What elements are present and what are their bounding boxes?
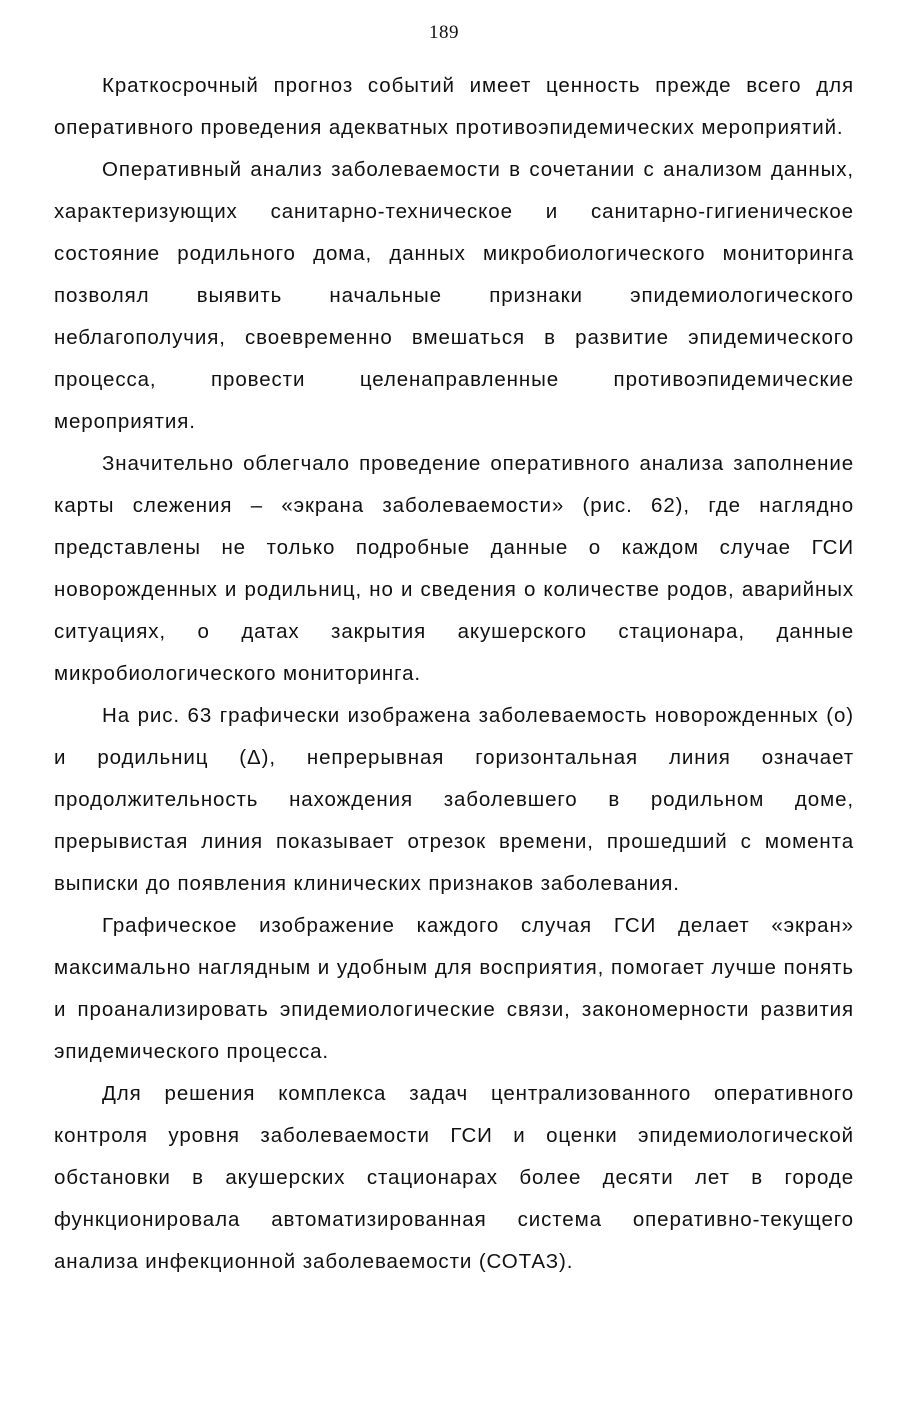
paragraph-sotaz-system: Для решения комплекса задач централизованного оперативного контроля уровня заболеваемости ГСИ и оценки эпидемиологической обстановки в акушерских стационарах более десяти лет в городе функционировала автоматизированная система оперативно-текущего анализа инфекционной заболеваемости (СОТАЗ). (54, 1082, 854, 1273)
paragraph-figure-63-description: На рис. 63 графически изображена заболеваемость новорожденных (о) и родильниц (Δ), непрерывная горизонтальная линия означает продолжительность нахождения заболевшего в родильном доме, прерывистая линия показывает отрезок времени, прошедший с момента выписки до появления клинических признаков заболевания. (54, 704, 854, 895)
paragraph-operational-analysis: Оперативный анализ заболеваемости в сочетании с анализом данных, характеризующих санитарно-техническое и санитарно-гигиеническое состояние родильного дома, данных микробиологического мониторинга позволял выявить начальные признаки эпидемиологического неблагополучия, своевременно вмешаться в развитие эпидемического процесса, провести целенаправленные противоэпидемические мероприятия. (54, 158, 854, 433)
paragraph-tracking-map: Значительно облегчало проведение оперативного анализа заполнение карты слежения – «экрана заболеваемости» (рис. 62), где наглядно представлены не только подробные данные о каждом случае ГСИ новорожденных и родильниц, но и сведения о количестве родов, аварийных ситуациях, о датах закрытия акушерского стационара, данные микробиологического мониторинга. (54, 452, 854, 685)
page-number: 189 (429, 22, 459, 43)
body-text (54, 65, 854, 1283)
paragraph-graphic-representation: Графическое изображение каждого случая ГСИ делает «экран» максимально наглядным и удобным для восприятия, помогает лучше понять и проанализировать эпидемиологические связи, закономерности развития эпидемического процесса. (54, 914, 854, 1063)
paragraph-short-term-forecast: Краткосрочный прогноз событий имеет ценность прежде всего для оперативного проведения адекватных противоэпидемических мероприятий. (54, 74, 854, 139)
